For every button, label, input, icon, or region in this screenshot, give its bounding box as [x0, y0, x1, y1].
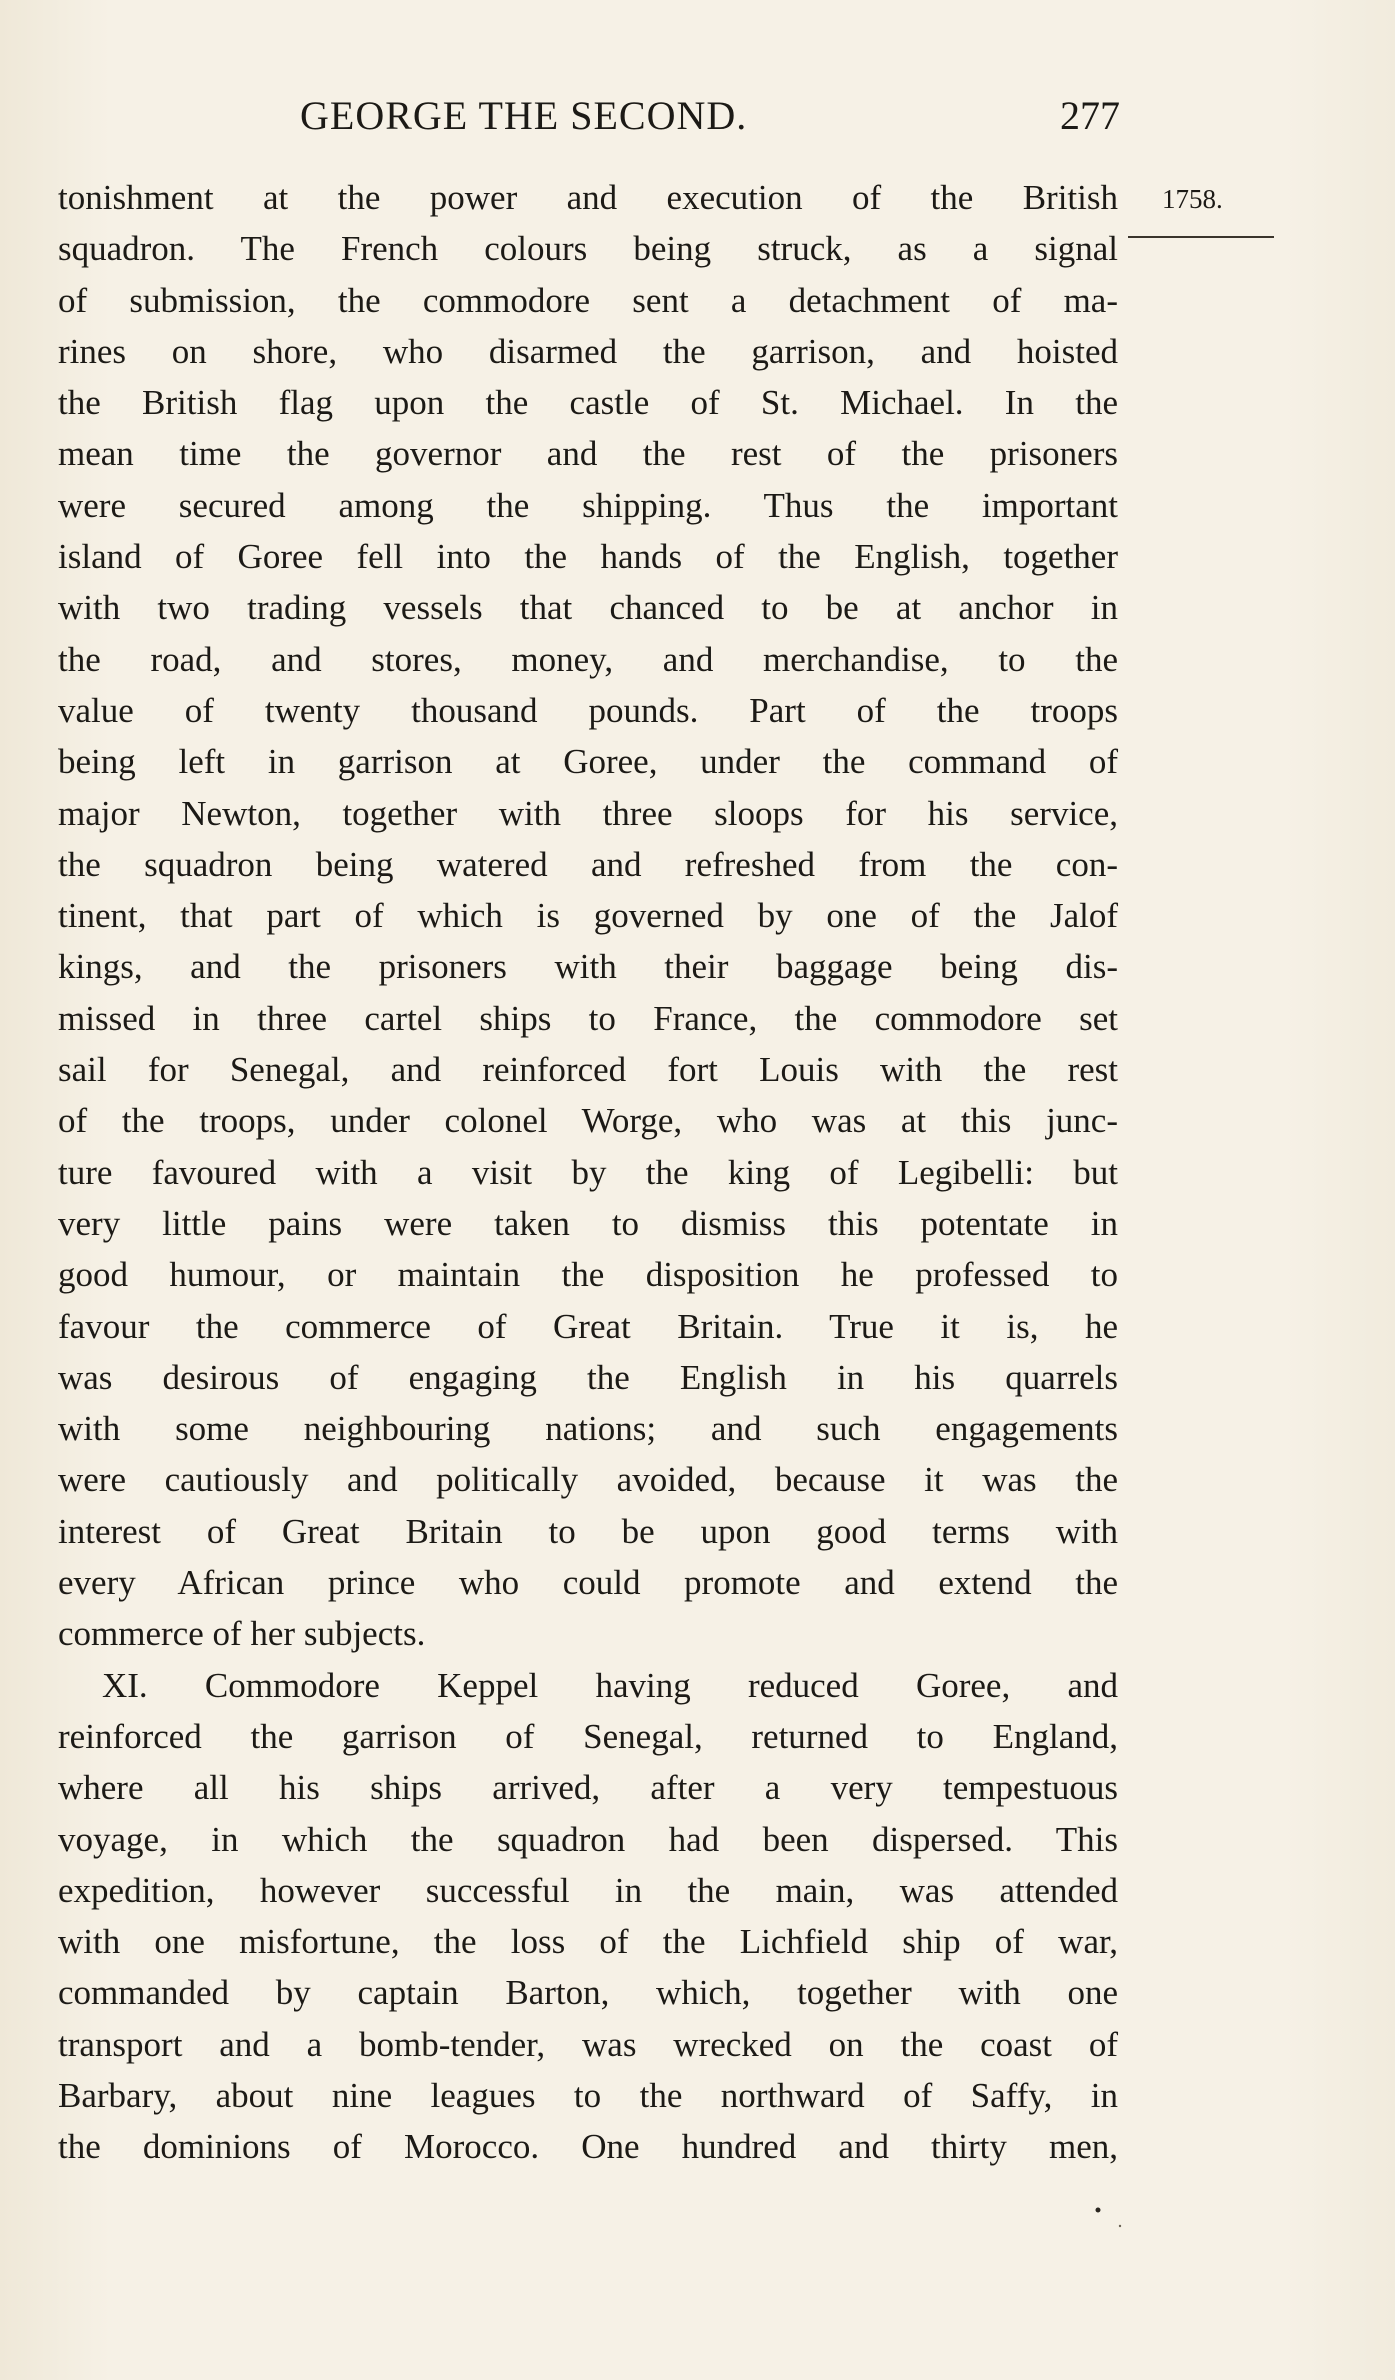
text-line: transport and a bomb-tender, was wrecked on the coast of — [58, 2024, 1118, 2064]
text-line: squadron. The French colours being struck, as a signal — [58, 229, 1118, 269]
text-line: favour the commerce of Great Britain. True it is, he — [58, 1306, 1118, 1346]
text-line: good humour, or maintain the disposition he professed to — [58, 1255, 1118, 1295]
running-head — [300, 92, 1120, 152]
text-line: commanded by captain Barton, which, together with one — [58, 1973, 1118, 2013]
text-line: mean time the governor and the rest of the prisoners — [58, 434, 1118, 474]
text-line: very little pains were taken to dismiss this potentate in — [58, 1203, 1118, 1243]
text-line: the road, and stores, money, and merchandise, to the — [58, 639, 1118, 679]
text-line: missed in three cartel ships to France, the commodore set — [58, 998, 1118, 1038]
text-line: kings, and the prisoners with their baggage being dis- — [58, 947, 1118, 987]
text-line: Barbary, about nine leagues to the northward of Saffy, in — [58, 2075, 1118, 2115]
text-line: of submission, the commodore sent a detachment of ma- — [58, 280, 1118, 320]
text-line-section-start: XI. Commodore Keppel having reduced Goree, and — [102, 1665, 1118, 1705]
text-line: was desirous of engaging the English in his quarrels — [58, 1357, 1118, 1397]
text-line: with one misfortune, the loss of the Lichfield ship of war, — [58, 1922, 1118, 1962]
text-line: the dominions of Morocco. One hundred and thirty men, — [58, 2127, 1118, 2167]
text-line: value of twenty thousand pounds. Part of the troops — [58, 690, 1118, 730]
text-line: where all his ships arrived, after a very tempestuous — [58, 1768, 1118, 1808]
text-line: were secured among the shipping. Thus the important — [58, 485, 1118, 525]
margin-rule-divider — [1128, 236, 1274, 238]
page-number: 277 — [1060, 93, 1120, 138]
text-line: with some neighbouring nations; and such engagements — [58, 1409, 1118, 1449]
text-line: were cautiously and politically avoided, because it was the — [58, 1460, 1118, 1500]
paper-speck-decoration — [1090, 2200, 1130, 2240]
text-line: reinforced the garrison of Senegal, returned to England, — [58, 1716, 1118, 1756]
text-line: every African prince who could promote and extend the — [58, 1563, 1118, 1603]
text-line: sail for Senegal, and reinforced fort Louis with the rest — [58, 1050, 1118, 1090]
text-line: island of Goree fell into the hands of the English, together — [58, 537, 1118, 577]
text-line: ture favoured with a visit by the king of Legibelli: but — [58, 1152, 1118, 1192]
running-head-title: GEORGE THE SECOND. — [300, 93, 748, 138]
text-line: expedition, however successful in the main, was attended — [58, 1870, 1118, 1910]
text-line: tinent, that part of which is governed by one of the Jalof — [58, 896, 1118, 936]
text-line-paragraph-end: commerce of her subjects. — [58, 1614, 426, 1654]
text-line: voyage, in which the squadron had been dispersed. This — [58, 1819, 1118, 1859]
body-text — [58, 172, 1118, 2173]
text-line: rines on shore, who disarmed the garrison, and hoisted — [58, 331, 1118, 371]
text-line: interest of Great Britain to be upon good terms with — [58, 1511, 1118, 1551]
margin-year-note: 1758. — [1162, 184, 1223, 214]
text-line: the squadron being watered and refreshed from the con- — [58, 844, 1118, 884]
text-line: major Newton, together with three sloops for his service, — [58, 793, 1118, 833]
text-line: with two trading vessels that chanced to be at anchor in — [58, 588, 1118, 628]
text-line: being left in garrison at Goree, under the command of — [58, 742, 1118, 782]
text-line: of the troops, under colonel Worge, who was at this junc- — [58, 1101, 1118, 1141]
text-line: tonishment at the power and execution of the British — [58, 178, 1118, 217]
text-line: the British flag upon the castle of St. Michael. In the — [58, 383, 1118, 423]
